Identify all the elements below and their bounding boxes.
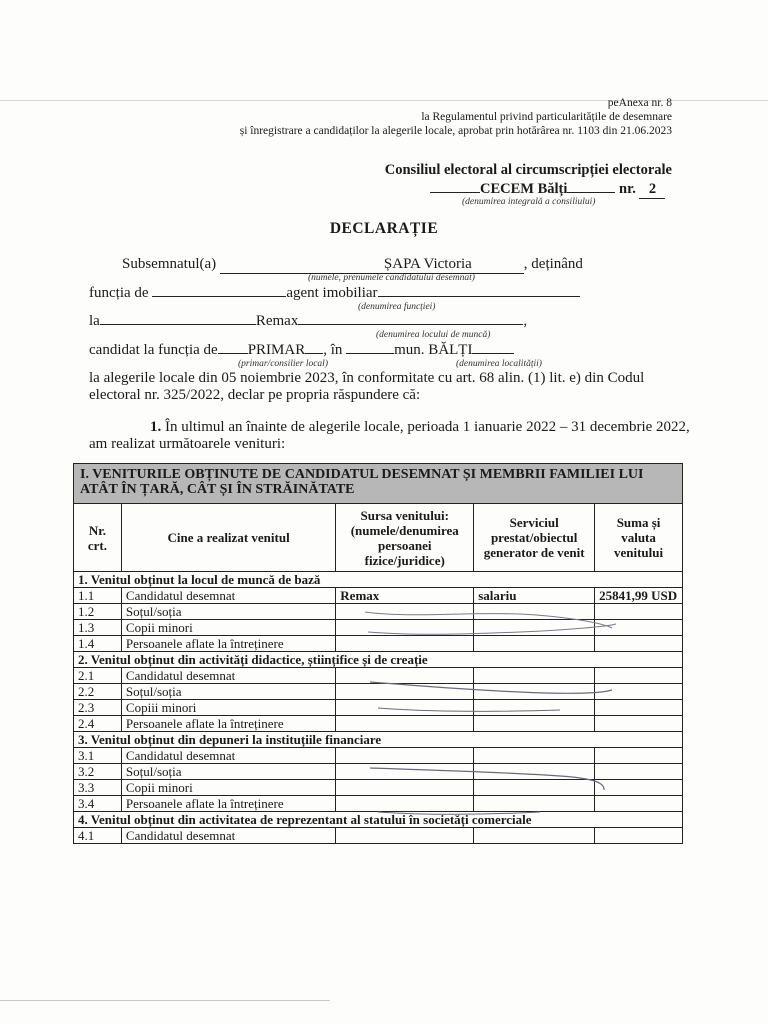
header-who: Cine a realizat venitul (121, 504, 335, 572)
function-line (89, 285, 580, 302)
header-nr: Nr. crt. (74, 504, 122, 572)
cell-source (336, 684, 474, 700)
group-title: 1. Venitul obținut la locul de muncă de bază (74, 572, 683, 588)
candidate-function-value: PRIMAR (247, 342, 306, 358)
comma-in: , în (323, 342, 343, 358)
function-type-hint: (primar/consilier local) (238, 359, 328, 369)
cell-sum (595, 636, 683, 652)
council-hint: (denumirea integrală a consiliului) (462, 197, 596, 207)
locality-value: mun. BĂLȚI (394, 342, 473, 358)
cell-service (474, 668, 595, 684)
cell-service (474, 684, 595, 700)
group-row (74, 812, 683, 828)
cell-service (474, 636, 595, 652)
name-hint: (numele, prenumele candidatului desemnat) (308, 273, 475, 283)
cell-who: Candidatul desemnat (121, 588, 335, 604)
cell-sum (595, 604, 683, 620)
cell-sum (595, 780, 683, 796)
table-row (74, 828, 683, 844)
candidat-label: candidat la funcția de (89, 342, 218, 358)
group-row (74, 652, 683, 668)
cell-nr: 3.3 (74, 780, 122, 796)
cell-sum (595, 700, 683, 716)
cell-source: Remax (336, 588, 474, 604)
function-hint: (denumirea funcției) (358, 302, 436, 312)
cell-source (336, 636, 474, 652)
table-body (74, 572, 683, 844)
council-name: CECEM Bălți (480, 181, 568, 197)
workplace-value: Remax (255, 313, 299, 329)
workplace-hint: (denumirea locului de muncă) (376, 330, 491, 340)
council-nr-value: 2 (639, 181, 665, 199)
cell-who: Candidatul desemnat (121, 668, 335, 684)
la-label: la (89, 313, 100, 329)
cell-source (336, 604, 474, 620)
cell-nr: 3.2 (74, 764, 122, 780)
table-row (74, 748, 683, 764)
cell-sum (595, 620, 683, 636)
header-source: Sursa venitului: (numele/denumirea persoanei fizice/juridice) (336, 504, 474, 572)
function-value: agent imobiliar (286, 285, 378, 301)
cell-who: Persoanele aflate la întreținere (121, 636, 335, 652)
cell-who: Copiii minori (121, 700, 335, 716)
candidate-function-line (89, 342, 514, 359)
cell-who: Persoanele aflate la întreținere (121, 716, 335, 732)
document-title: DECLARAȚIE (329, 220, 439, 237)
cell-service (474, 796, 595, 812)
cell-service: salariu (474, 588, 595, 604)
cell-service (474, 764, 595, 780)
group-title: 2. Venitul obținut din activități didactice, științifice și de creație (74, 652, 683, 668)
cell-sum (595, 796, 683, 812)
table-row (74, 716, 683, 732)
cell-nr: 2.2 (74, 684, 122, 700)
cell-sum (595, 716, 683, 732)
detinand-label: , deținând (523, 256, 583, 272)
cell-sum: 25841,99 USD (595, 588, 683, 604)
point1-line-1 (150, 419, 690, 436)
cell-nr: 4.1 (74, 828, 122, 844)
annex-number: peAnexa nr. 8 (607, 97, 672, 109)
table-row (74, 796, 683, 812)
statement-line-1: la alegerile locale din 05 noiembrie 2023, în conformitate cu art. 68 alin. (1) lit. e) din Codul (89, 370, 645, 386)
group-row (74, 732, 683, 748)
annex-regulation: la Regulamentul privind particularitățile de desemnare (421, 111, 672, 123)
cell-who: Candidatul desemnat (121, 748, 335, 764)
income-table (73, 463, 683, 844)
cell-source (336, 780, 474, 796)
cell-nr: 1.3 (74, 620, 122, 636)
section-title-line-1: I. VENITURILE OBȚINUTE DE CANDIDATUL DESEMNAT ȘI MEMBRII FAMILIEI LUI (80, 467, 644, 482)
cell-sum (595, 828, 683, 844)
cell-nr: 2.4 (74, 716, 122, 732)
table-row (74, 636, 683, 652)
cell-service (474, 620, 595, 636)
cell-source (336, 796, 474, 812)
table-row (74, 668, 683, 684)
cell-sum (595, 748, 683, 764)
cell-who: Soțul/soția (121, 764, 335, 780)
subsemnatul-label: Subsemnatul(a) (122, 256, 217, 272)
scan-bottom-line (0, 1000, 330, 1001)
annex-approval: și înregistrare a candidaților la alegerile locale, aprobat prin hotărârea nr. 1103 din 21.06.2023 (239, 125, 672, 137)
cell-who: Candidatul desemnat (121, 828, 335, 844)
cell-source (336, 668, 474, 684)
section-title (74, 464, 683, 504)
cell-sum (595, 764, 683, 780)
cell-nr: 3.1 (74, 748, 122, 764)
table-row (74, 780, 683, 796)
name-line (122, 256, 583, 274)
cell-service (474, 780, 595, 796)
cell-service (474, 604, 595, 620)
council-title: Consiliul electoral al circumscripției electorale (384, 162, 672, 178)
cell-nr: 1.2 (74, 604, 122, 620)
table-row (74, 588, 683, 604)
cell-sum (595, 668, 683, 684)
table-row (74, 604, 683, 620)
workplace-comma: , (523, 313, 528, 329)
cell-who: Soțul/soția (121, 604, 335, 620)
cell-source (336, 764, 474, 780)
cell-service (474, 748, 595, 764)
cell-service (474, 828, 595, 844)
cell-who: Copii minori (121, 780, 335, 796)
cell-service (474, 700, 595, 716)
point1-text: În ultimul an înainte de alegerile locale, perioada 1 ianuarie 2022 – 31 decembrie 2022, (165, 419, 690, 435)
locality-hint: (denumirea localității) (456, 359, 542, 369)
cell-source (336, 716, 474, 732)
cell-who: Copii minori (121, 620, 335, 636)
workplace-line (89, 313, 527, 330)
group-title: 3. Venitul obținut din depuneri la instituțiile financiare (74, 732, 683, 748)
annex-header (240, 96, 672, 138)
table-row (74, 700, 683, 716)
cell-nr: 2.3 (74, 700, 122, 716)
cell-service (474, 716, 595, 732)
cell-nr: 1.4 (74, 636, 122, 652)
cell-source (336, 700, 474, 716)
cell-who: Persoanele aflate la întreținere (121, 796, 335, 812)
statement-line-2: electoral nr. 325/2022, declar pe propria răspundere că: (89, 387, 421, 403)
cell-who: Soțul/soția (121, 684, 335, 700)
cell-nr: 2.1 (74, 668, 122, 684)
point1-line-2: am realizat următoarele venituri: (89, 436, 286, 452)
candidate-name: ȘAPA Victoria (220, 256, 524, 274)
table-row (74, 620, 683, 636)
cell-nr: 1.1 (74, 588, 122, 604)
table-row (74, 684, 683, 700)
header-sum: Suma și valuta venitului (595, 504, 683, 572)
group-title: 4. Venitul obținut din activitatea de reprezentant al statului în societăți comerciale (74, 812, 683, 828)
cell-source (336, 620, 474, 636)
header-row (74, 504, 683, 572)
cell-source (336, 748, 474, 764)
group-row (74, 572, 683, 588)
table-row (74, 764, 683, 780)
council-nr-label: nr. (619, 181, 636, 197)
function-label: funcția de (89, 285, 149, 301)
section-title-row (74, 464, 683, 504)
point1-number: 1. (150, 419, 162, 435)
cell-sum (595, 684, 683, 700)
header-service: Serviciul prestat/obiectul generator de venit (474, 504, 595, 572)
cell-source (336, 828, 474, 844)
section-title-line-2: ATÂT ÎN ȚARĂ, CÂT ȘI ÎN STRĂINĂTATE (80, 482, 355, 497)
cell-nr: 3.4 (74, 796, 122, 812)
